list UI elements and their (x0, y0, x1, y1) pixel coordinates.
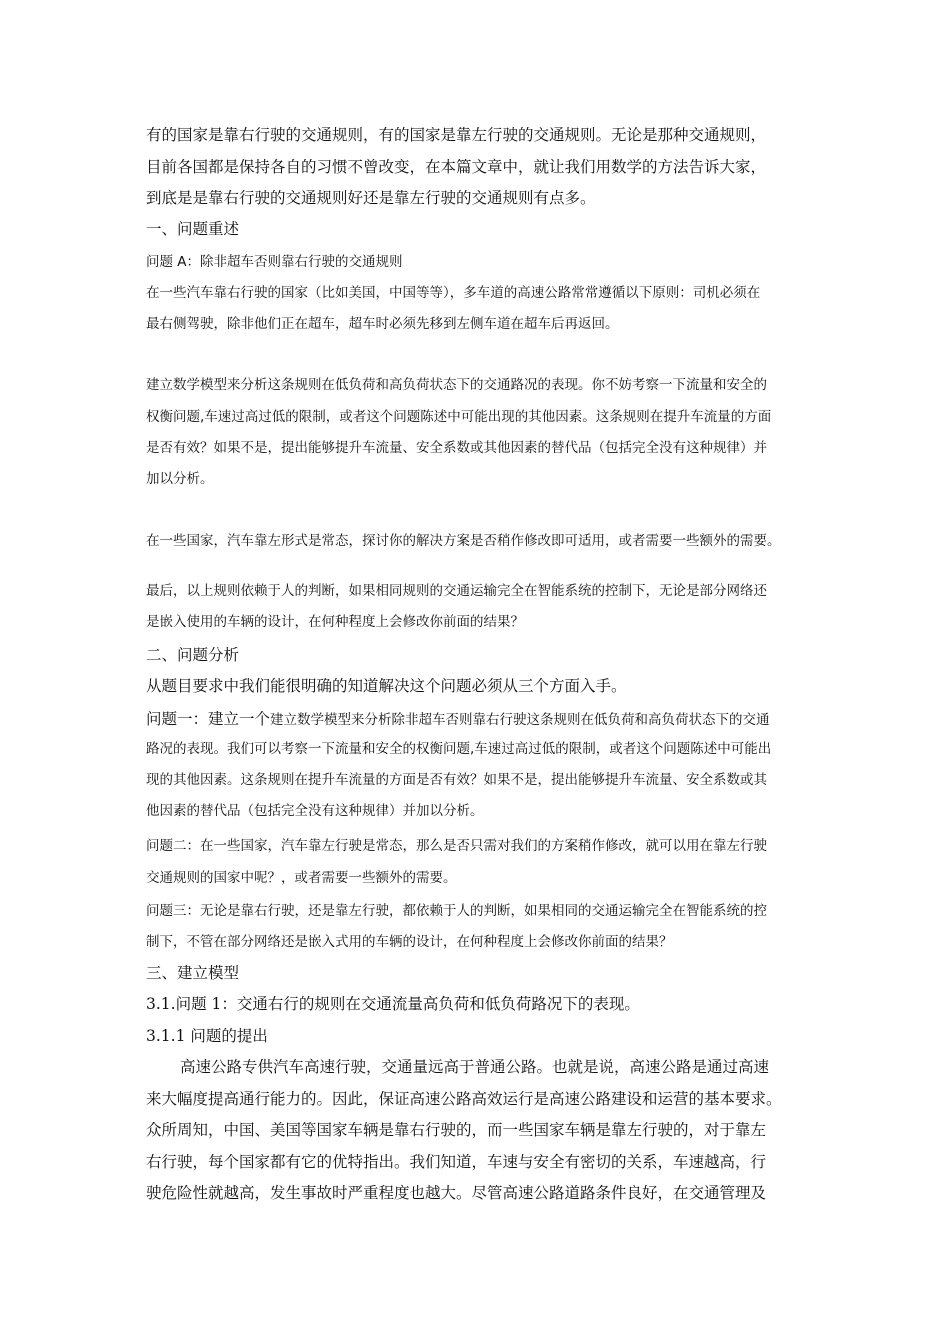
intro-line-2: 目前各国都是保持各自的习惯不曾改变，在本篇文章中，就让我们用数学的方法告诉大家， (146, 158, 767, 176)
intro-line-1: 有的国家是靠右行驶的交通规则，有的国家是靠左行驶的交通规则。无论是那种交通规则， (146, 126, 767, 144)
body-line-4: 右行驶，每个国家都有它的优特指出。我们知道，车速与安全有密切的关系，车速越高，行 (146, 1153, 767, 1171)
question-two-line-2: 交通规则的国家中呢？，或者需要一些额外的需要。 (146, 870, 457, 886)
question-one-line-4: 他因素的替代品（包括完全没有这种规律）并加以分析。 (146, 803, 484, 819)
intro-line-3: 到底是是靠右行驶的交通规则好还是靠左行驶的交通规则有点多。 (146, 189, 596, 207)
question-one-line-3: 现的其他因素。这条规则在提升车流量的方面是否有效？如果不是，提出能够提升车流量、安全系数或其 (146, 772, 767, 788)
smart-system-line-2: 是嵌入使用的车辆的设计，在何种程度上会修改你前面的结果？ (146, 614, 524, 630)
smart-system-line-1: 最后，以上规则依赖于人的判断，如果相同规则的交通运输完全在智能系统的控制下，无论是部分网络还 (146, 583, 767, 599)
subsection-3-1-1: 3.1.1 问题的提出 (146, 1027, 268, 1045)
question-two-line-1: 问题二：在一些国家，汽车靠左行驶是常态，那么是否只需对我们的方案稍作修改，就可以用在靠左行驶 (146, 838, 767, 854)
section-heading-restatement: 一、问题重述 (146, 220, 240, 238)
model-task-line-1: 建立数学模型来分析这条规则在低负荷和高负荷状态下的交通路况的表现。你不妨考察一下流量和安全的 (146, 377, 767, 393)
problem-a-line-2: 最右侧驾驶，除非他们正在超车，超车时必须先移到左侧车道在超车后再返回。 (146, 316, 619, 332)
question-one-prefix: 问题一：建立一个 (146, 710, 271, 728)
body-line-1: 高速公路专供汽车高速行驶，交通量远高于普通公路。也就是说，高速公路是通过高速 (180, 1058, 770, 1076)
question-three-line-1: 问题三：无论是靠右行驶，还是靠左行驶，都依赖于人的判断，如果相同的交通运输完全在智能系统的控 (146, 903, 767, 919)
question-one-line-1 (146, 711, 770, 728)
analysis-intro: 从题目要求中我们能很明确的知道解决这个问题必须从三个方面入手。 (146, 677, 627, 695)
body-line-3: 众所周知，中国、美国等国家车辆是靠右行驶的，而一些国家车辆是靠左行驶的，对于靠左 (146, 1121, 767, 1139)
problem-a-title: 问题 A：除非超车否则靠右行驶的交通规则 (146, 254, 403, 270)
subsection-3-1: 3.1.问题 1：交通右行的规则在交通流量高负荷和低负荷路况下的表现。 (146, 995, 640, 1013)
model-task-line-3: 是否有效？如果不是，提出能够提升车流量、安全系数或其他因素的替代品（包括完全没有这种规律）并 (146, 440, 767, 456)
question-three-line-2: 制下，不管在部分网络还是嵌入式用的车辆的设计，在何种程度上会修改你前面的结果？ (146, 934, 673, 950)
problem-a-line-1: 在一些汽车靠右行驶的国家（比如美国，中国等等），多车道的高速公路常常遵循以下原则：司机必须在 (146, 285, 761, 301)
section-heading-analysis: 二、问题分析 (146, 646, 240, 664)
left-traffic-paragraph: 在一些国家，汽车靠左形式是常态，探讨你的解决方案是否稍作修改即可适用，或者需要一些额外的需要。 (146, 533, 781, 549)
body-line-5: 驶危险性就越高，发生事故时严重程度也越大。尽管高速公路道路条件良好，在交通管理及 (146, 1184, 767, 1202)
question-one-line-2: 路况的表现。我们可以考察一下流量和安全的权衡问题,车速过高过低的限制，或者这个问题陈述中可能出 (146, 741, 772, 757)
section-heading-model: 三、建立模型 (146, 964, 240, 982)
body-line-2: 来大幅度提高通行能力的。因此，保证高速公路高效运行是高速公路建设和运营的基本要求。 (146, 1090, 782, 1108)
model-task-line-4: 加以分析。 (146, 471, 214, 487)
model-task-line-2: 权衡问题,车速过高过低的限制，或者这个问题陈述中可能出现的其他因素。这条规则在提升车流量的方面 (146, 409, 772, 425)
question-one-text: 建立数学模型来分析除非超车否则靠右行驶这条规则在低负荷和高负荷状态下的交通 (270, 712, 770, 728)
